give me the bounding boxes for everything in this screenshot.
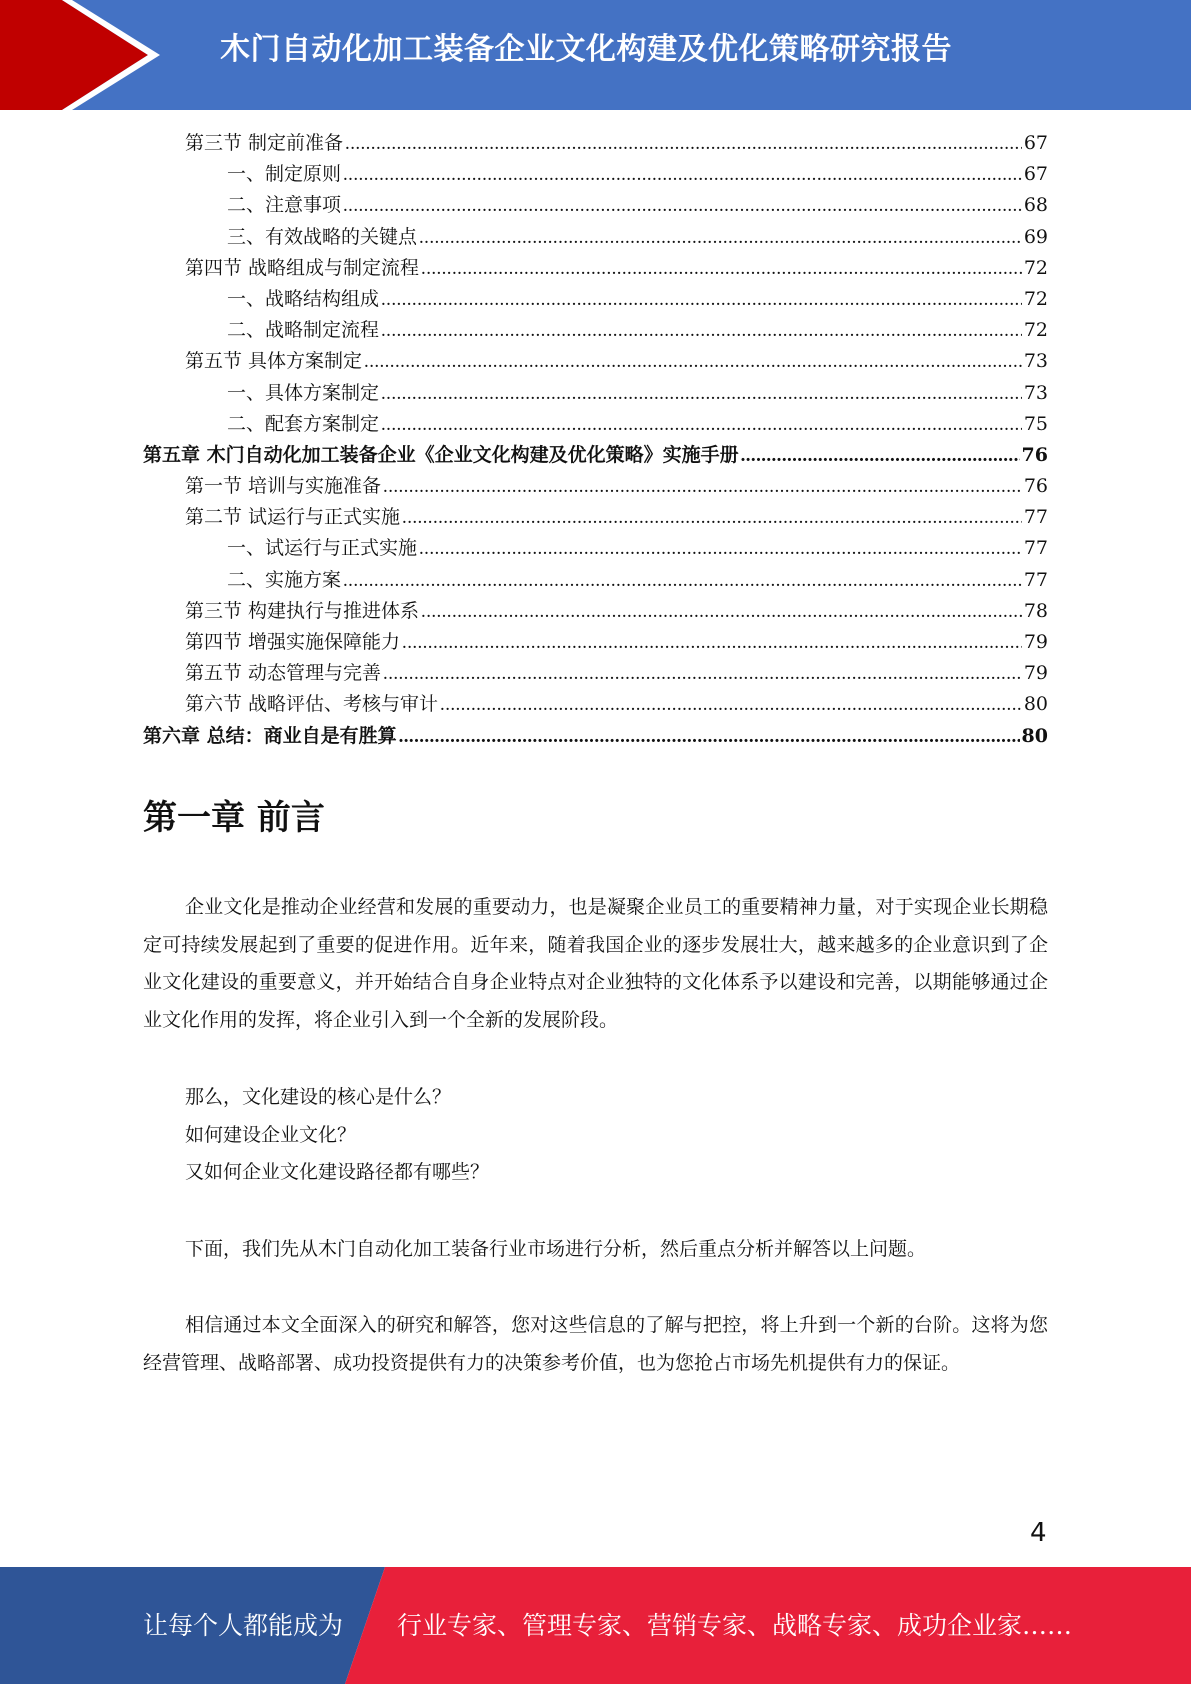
- toc-entry-title: 第三节 制定前准备: [185, 132, 344, 154]
- toc-entry-page: 76: [1021, 443, 1048, 466]
- toc-entry-page: 67: [1023, 132, 1048, 154]
- toc-entry-title: 第四节 增强实施保障能力: [185, 631, 401, 653]
- toc-dot-leader: [381, 378, 1022, 409]
- toc-entry-title: 第一节 培训与实施准备: [185, 475, 382, 498]
- toc-dot-leader: [741, 440, 1020, 471]
- toc-entry[interactable]: [143, 253, 1048, 284]
- toc-entry-title: 第三节 构建执行与推进体系: [185, 599, 420, 622]
- toc-dot-leader: [364, 346, 1022, 377]
- chapter-title: 第一章 前言: [143, 798, 325, 838]
- toc-entry-title: 第五章 木门自动化加工装备企业《企业文化构建及优化策略》实施手册: [143, 443, 739, 466]
- toc-entry-title: 第二节 试运行与正式实施: [185, 506, 401, 529]
- toc-dot-leader: [383, 658, 1022, 689]
- question-list: [143, 1079, 1048, 1192]
- toc-entry-page: 77: [1023, 537, 1048, 560]
- toc-entry-page: 72: [1023, 319, 1048, 342]
- toc-entry-page: 77: [1023, 506, 1048, 529]
- toc-dot-leader: [419, 533, 1022, 564]
- toc-entry-page: 72: [1023, 256, 1048, 279]
- toc-entry-title: 二、实施方案: [227, 568, 342, 591]
- toc-entry[interactable]: [143, 440, 1048, 471]
- toc-entry[interactable]: [143, 222, 1048, 253]
- footer-slogan-right: 行业专家、管理专家、营销专家、战略专家、成功企业家……: [397, 1611, 1073, 1640]
- toc-entry-page: 68: [1023, 194, 1048, 217]
- toc-dot-leader: [343, 190, 1022, 221]
- toc-entry[interactable]: [143, 159, 1048, 190]
- toc-dot-leader: [381, 284, 1022, 315]
- toc-dot-leader: [345, 128, 1022, 159]
- paragraph-text: 企业文化是推动企业经营和发展的重要动力，也是凝聚企业员工的重要精神力量，对于实现企业长期稳定可持续发展起到了重要的促进作用。近年来，随着我国企业的逐步发展壮大，越来越多的企业意识到了企业文化建设的重要意义，并开始结合自身企业特点对企业独特的文化体系予以建设和完善，以期能够通过企业文化作用的发挥，将企业引入到一个全新的发展阶段。: [143, 896, 1048, 1031]
- toc-entry[interactable]: [143, 128, 1048, 159]
- footer-slogan-left: 让每个人都能成为: [143, 1611, 344, 1640]
- toc-entry[interactable]: [143, 502, 1048, 533]
- page-header: [0, 0, 1191, 110]
- toc-entry-page: 75: [1023, 412, 1048, 435]
- toc-entry-page: 79: [1023, 631, 1048, 653]
- toc-dot-leader: [402, 502, 1022, 533]
- toc-entry-title: 第五节 具体方案制定: [185, 350, 363, 373]
- toc-entry[interactable]: [143, 315, 1048, 346]
- toc-dot-leader: [383, 471, 1022, 502]
- intro-paragraph: [143, 889, 1048, 1039]
- toc-entry[interactable]: [143, 658, 1048, 689]
- toc-entry[interactable]: [143, 596, 1048, 627]
- toc-entry-title: 第六节 战略评估、考核与审计: [185, 693, 439, 716]
- toc-entry[interactable]: [143, 378, 1048, 409]
- toc-entry-page: 78: [1023, 599, 1048, 622]
- toc-dot-leader: [399, 721, 1020, 752]
- paragraph-text: 相信通过本文全面深入的研究和解答，您对这些信息的了解与把控，将上升到一个新的台阶。这将为您经营管理、战略部署、成功投资提供有力的决策参考价值，也为您抢占市场先机提供有力的保证。: [143, 1314, 1048, 1374]
- toc-dot-leader: [343, 159, 1022, 190]
- toc-dot-leader: [421, 596, 1022, 627]
- toc-entry-title: 一、制定原则: [227, 163, 342, 186]
- toc-entry[interactable]: [143, 284, 1048, 315]
- toc-entry[interactable]: [143, 190, 1048, 221]
- toc-dot-leader: [402, 627, 1022, 658]
- question-item: 如何建设企业文化？: [185, 1123, 357, 1146]
- toc-dot-leader: [381, 409, 1022, 440]
- toc-entry-page: 80: [1021, 724, 1048, 747]
- toc-entry-page: 76: [1023, 475, 1048, 498]
- question-item: 又如何企业文化建设路径都有哪些？: [185, 1161, 490, 1183]
- toc-entry-page: 72: [1023, 287, 1048, 310]
- toc-entry[interactable]: [143, 346, 1048, 377]
- toc-dot-leader: [440, 689, 1022, 720]
- toc-entry[interactable]: [143, 533, 1048, 564]
- page-number: 4: [1030, 1518, 1047, 1548]
- question-item: 那么，文化建设的核心是什么？: [185, 1086, 452, 1108]
- toc-entry-page: 67: [1023, 163, 1048, 186]
- analysis-paragraph: [143, 1231, 1048, 1269]
- toc-dot-leader: [343, 565, 1022, 596]
- toc-entry[interactable]: [143, 689, 1048, 720]
- toc-dot-leader: [421, 253, 1022, 284]
- report-title: 木门自动化加工装备企业文化构建及优化策略研究报告: [220, 32, 952, 67]
- table-of-contents: [143, 128, 1048, 752]
- toc-entry-page: 80: [1023, 693, 1048, 716]
- toc-entry-page: 69: [1023, 225, 1048, 248]
- toc-entry[interactable]: [143, 565, 1048, 596]
- toc-entry-page: 73: [1023, 381, 1048, 404]
- paragraph-text: 下面，我们先从木门自动化加工装备行业市场进行分析，然后重点分析并解答以上问题。: [185, 1238, 927, 1260]
- toc-entry-title: 一、战略结构组成: [227, 287, 380, 310]
- toc-entry[interactable]: [143, 721, 1048, 752]
- toc-dot-leader: [419, 222, 1022, 253]
- toc-entry-title: 第四节 战略组成与制定流程: [185, 256, 420, 279]
- toc-entry-title: 第六章 总结：商业自是有胜算: [143, 724, 397, 747]
- toc-entry[interactable]: [143, 409, 1048, 440]
- toc-entry-title: 一、具体方案制定: [227, 381, 380, 404]
- toc-entry-title: 三、有效战略的关键点: [227, 225, 418, 248]
- toc-entry-title: 第五节 动态管理与完善: [185, 662, 382, 685]
- page-footer: [0, 1567, 1191, 1684]
- toc-entry-title: 二、配套方案制定: [227, 412, 380, 435]
- toc-entry-title: 一、试运行与正式实施: [227, 537, 418, 560]
- closing-paragraph: [143, 1307, 1048, 1382]
- toc-entry-title: 二、战略制定流程: [227, 319, 380, 342]
- toc-entry[interactable]: [143, 627, 1048, 658]
- toc-entry-page: 73: [1023, 350, 1048, 373]
- toc-entry-page: 77: [1023, 568, 1048, 591]
- toc-entry[interactable]: [143, 471, 1048, 502]
- toc-entry-title: 二、注意事项: [227, 194, 342, 217]
- toc-dot-leader: [381, 315, 1022, 346]
- toc-entry-page: 79: [1023, 662, 1048, 685]
